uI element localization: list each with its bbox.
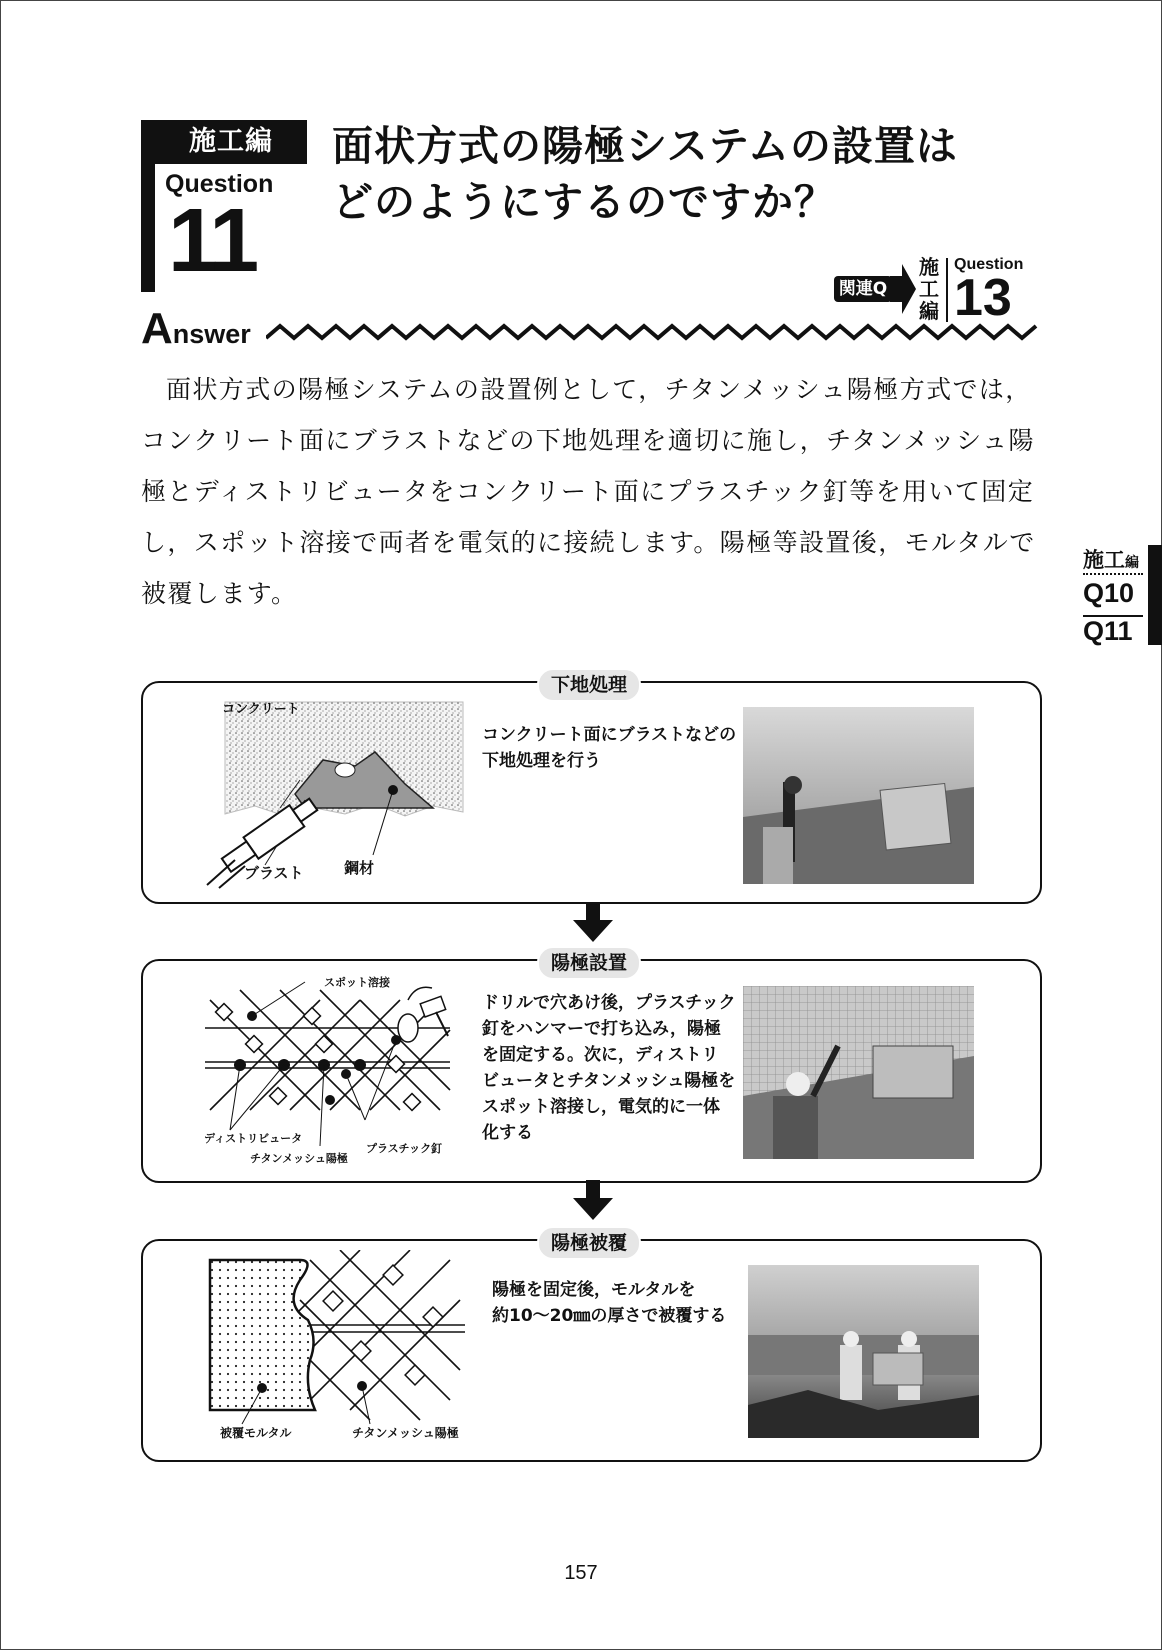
related-number: 13 [954, 269, 1012, 327]
page-title [332, 118, 1052, 230]
side-tab-q-to: Q11 [1083, 616, 1133, 646]
label-blast: ブラスト [244, 864, 304, 882]
title-line-1: 面状方式の陽極システムの設置は [332, 122, 958, 170]
side-tab-q-from: Q10 [1083, 578, 1135, 608]
label-plastic-nail: プラスチック釘 [366, 1142, 443, 1155]
step2-line6: 化する [482, 1123, 533, 1143]
down-arrow-icon [573, 1180, 613, 1220]
label-titanium-mesh: チタンメッシュ陽極 [250, 1152, 348, 1165]
step2-line2: 釘をハンマーで打ち込み，陽極 [482, 1019, 722, 1039]
zigzag-divider [266, 322, 1040, 342]
step2-line4: ビュータとチタンメッシュ陽極を [482, 1071, 736, 1091]
step-title-anode-cover: 陽極被覆 [537, 1226, 641, 1260]
side-cat-suffix: 編 [1125, 555, 1139, 571]
step1-line1: コンクリート面にブラストなどの [482, 725, 737, 745]
question-number: 11 [168, 191, 256, 291]
arrow-right-icon [890, 264, 916, 314]
step-text-anode-cover [492, 1277, 726, 1329]
side-tab-category [1083, 544, 1139, 574]
page-number: 157 [564, 1562, 598, 1584]
related-q-tag: 関連Q [834, 276, 892, 302]
label-steel: 鋼材 [344, 859, 375, 877]
question-category: 施工編 [155, 120, 307, 164]
step-title-surface-prep: 下地処理 [537, 668, 641, 702]
step-text-surface-prep [482, 722, 736, 774]
side-cat-main: 施工 [1083, 548, 1125, 572]
related-category: 施工編 [919, 255, 939, 323]
answer-initial: A [141, 304, 173, 353]
photo-anode-cover [748, 1265, 979, 1438]
side-tab-bar [1148, 545, 1162, 645]
step3-line2: 約10～20㎜の厚さで被覆する [492, 1306, 727, 1326]
step3-line1: 陽極を固定後，モルタルを [492, 1280, 696, 1300]
step2-line3: を固定する。次に，ディストリ [482, 1045, 719, 1065]
question-bar [141, 120, 155, 292]
label-cover-mortar: 被覆モルタル [220, 1426, 292, 1440]
side-tab-dots [1083, 573, 1143, 575]
step-text-anode-install [482, 990, 736, 1146]
label-distributor: ディストリビュータ [204, 1132, 303, 1145]
question-label: Question [165, 170, 274, 198]
blast-diagram [205, 690, 475, 890]
answer-rest: nswer [172, 319, 251, 349]
photo-anode-install [743, 986, 974, 1159]
related-divider [946, 258, 948, 322]
label-concrete: コンクリート [222, 702, 300, 717]
label-titanium-mesh-cover: チタンメッシュ陽極 [352, 1426, 459, 1440]
title-line-2: どのようにするのですか？ [332, 178, 836, 226]
step2-line5: スポット溶接し，電気的に一体 [482, 1097, 720, 1117]
mortar-diagram [200, 1250, 470, 1430]
step2-line1: ドリルで穴あけ後，プラスチック [482, 993, 736, 1013]
answer-text: 面状方式の陽極システムの設置例として，チタンメッシュ陽極方式では，コンクリート面にブラストなどの下地処理を適切に施し，チタンメッシュ陽極とディストリビュータをコンクリート面にプラスチック釘等を用いて固定し，スポット溶接で両者を電気的に接続します。陽極等設置後，モルタルで被覆します。 [141, 375, 1036, 608]
label-spot-welding: スポット溶接 [324, 976, 390, 989]
answer-label [141, 304, 251, 354]
photo-blasting [743, 707, 974, 884]
down-arrow-icon [573, 902, 613, 942]
step-title-anode-install: 陽極設置 [537, 946, 641, 980]
related-label: Question [954, 256, 1024, 273]
step1-line2: 下地処理を行う [482, 751, 601, 771]
